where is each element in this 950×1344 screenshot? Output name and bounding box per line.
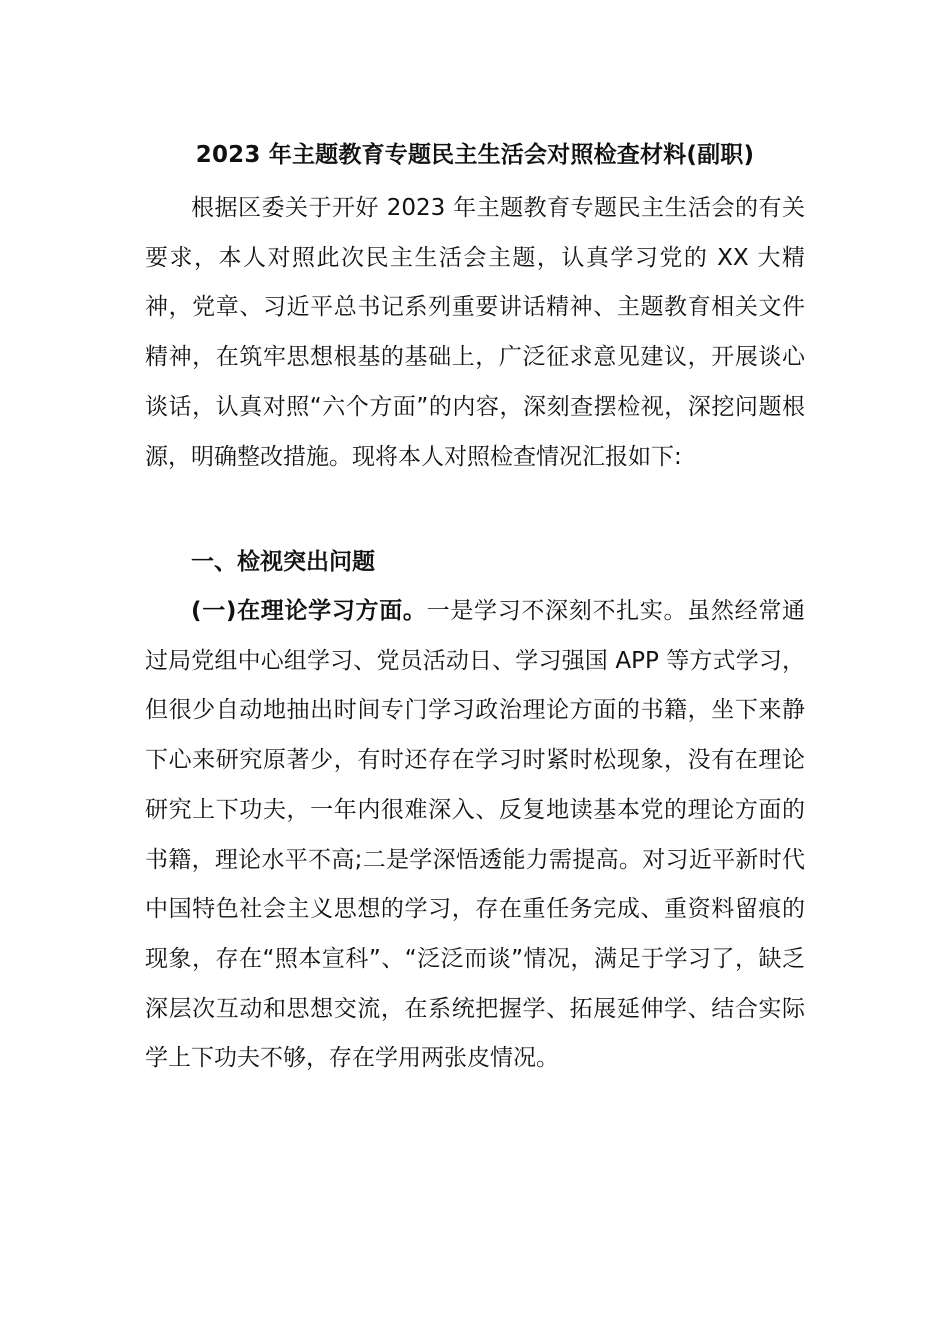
document-title: 2023 年主题教育专题民主生活会对照检查材料(副职) <box>195 142 755 168</box>
subsection-heading: (一)在理论学习方面。 <box>191 598 427 624</box>
section-heading: 一、检视突出问题 <box>191 549 375 575</box>
subsection-paragraph <box>145 587 805 1084</box>
intro-paragraph: 根据区委关于开好 2023 年主题教育专题民主生活会的有关要求，本人对照此次民主生活会主题，认真学习党的 XX 大精神，党章、习近平总书记系列重要讲话精神、主题教育相关文件精神，在筑牢思想根基的基础上，广泛征求意见建议，开展谈心谈话，认真对照“六个方面”的内容，深刻查摆检视，深挖问题根源，明确整改措施。现将本人对照检查情况汇报如下: <box>145 195 805 470</box>
subsection-text: 一是学习不深刻不扎实。虽然经常通过局党组中心组学习、党员活动日、学习强国 APP 等方式学习，但很少自动地抽出时间专门学习政治理论方面的书籍，坐下来静下心来研究原著少，有时还存在学习时紧时松现象，没有在理论研究上下功夫，一年内很难深入、反复地读基本党的理论方面的书籍，理论水平不高;二是学深悟透能力需提高。对习近平新时代中国特色社会主义思想的学习，存在重任务完成、重资料留痕的现象，存在“照本宣科”、“泛泛而谈”情况，满足于学习了，缺乏深层次互动和思想交流，在系统把握学、拓展延伸学、结合实际学上下功夫不够，存在学用两张皮情况。 <box>145 598 806 1072</box>
